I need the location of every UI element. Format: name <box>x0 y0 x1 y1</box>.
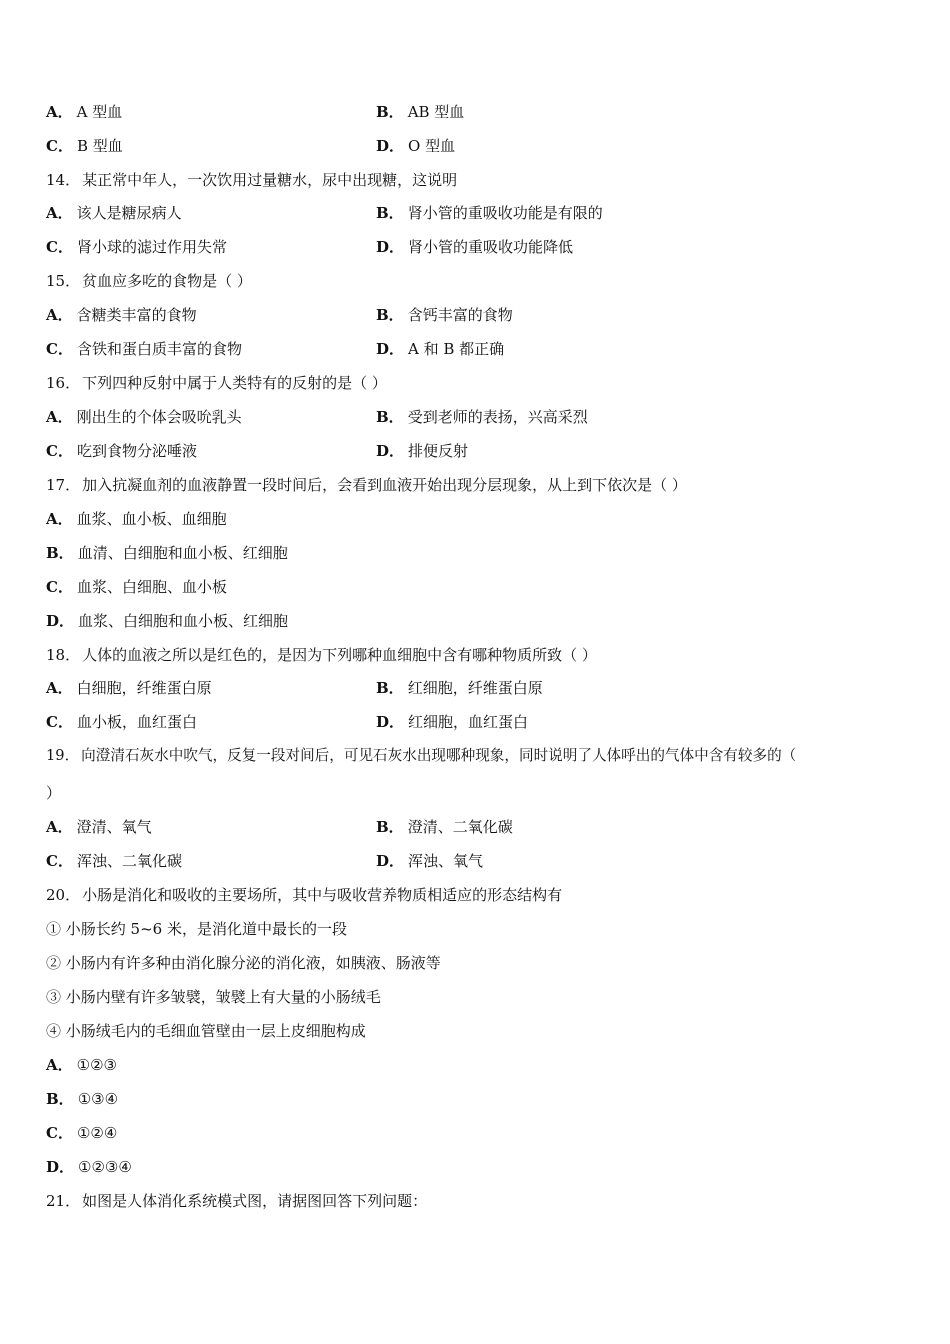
q15-option-a: A． 含糖类丰富的食物 <box>46 306 197 324</box>
q14-option-c: C． 肾小球的滤过作用失常 <box>46 238 227 256</box>
q17-option-b: B． 血清、白细胞和血小板、红细胞 <box>46 544 288 562</box>
q20-statement-3: ③ 小肠内壁有许多皱襞，皱襞上有大量的小肠绒毛 <box>46 988 381 1006</box>
q19-option-c: C． 浑浊、二氧化碳 <box>46 852 182 870</box>
q19-option-a: A． 澄清、氧气 <box>46 818 152 836</box>
q20-option-b: B． ①③④ <box>46 1090 119 1108</box>
q20-stem: 20． 小肠是消化和吸收的主要场所，其中与吸收营养物质相适应的形态结构有 <box>46 886 563 904</box>
q19-stem-continuation: ） <box>46 784 62 802</box>
q15-option-c: C． 含铁和蛋白质丰富的食物 <box>46 340 242 358</box>
q18-stem: 18． 人体的血液之所以是红色的，是因为下列哪种血细胞中含有哪种物质所致（ ） <box>46 646 597 664</box>
q17-option-a: A． 血浆、血小板、血细胞 <box>46 510 227 528</box>
q18-option-d: D． 红细胞，血红蛋白 <box>376 713 529 731</box>
q15-option-b: B． 含钙丰富的食物 <box>376 306 513 324</box>
q14-stem: 14． 某正常中年人，一次饮用过量糖水，尿中出现糖，这说明 <box>46 171 458 189</box>
q16-option-b: B． 受到老师的表扬，兴高采烈 <box>376 408 588 426</box>
q14-option-b: B． 肾小管的重吸收功能是有限的 <box>376 204 603 222</box>
q16-stem: 16． 下列四种反射中属于人类特有的反射的是（ ） <box>46 374 387 392</box>
q16-option-a: A． 刚出生的个体会吸吮乳头 <box>46 408 242 426</box>
q20-statement-4: ④ 小肠绒毛内的毛细血管壁由一层上皮细胞构成 <box>46 1022 366 1040</box>
q15-stem: 15． 贫血应多吃的食物是（ ） <box>46 272 252 290</box>
q13-option-d: D． O 型血 <box>376 137 456 155</box>
q14-option-a: A． 该人是糖尿病人 <box>46 204 182 222</box>
q18-option-c: C． 血小板，血红蛋白 <box>46 713 197 731</box>
q20-option-c: C． ①②④ <box>46 1124 118 1142</box>
q13-option-c: C． B 型血 <box>46 137 123 155</box>
q14-option-d: D． 肾小管的重吸收功能降低 <box>376 238 574 256</box>
q19-option-b: B． 澄清、二氧化碳 <box>376 818 513 836</box>
q17-option-d: D． 血浆、白细胞和血小板、红细胞 <box>46 612 289 630</box>
q18-option-a: A． 白细胞，纤维蛋白原 <box>46 679 212 697</box>
q17-stem: 17． 加入抗凝血剂的血液静置一段时间后，会看到血液开始出现分层现象，从上到下依次是（ ） <box>46 476 687 494</box>
q20-option-d: D． ①②③④ <box>46 1158 132 1176</box>
q16-option-c: C． 吃到食物分泌唾液 <box>46 442 197 460</box>
q13-option-b: B． AB 型血 <box>376 103 465 121</box>
q15-option-d: D． A 和 B 都正确 <box>376 340 505 358</box>
q13-option-a: A． A 型血 <box>46 103 123 121</box>
q20-statement-2: ② 小肠内有许多种由消化腺分泌的消化液，如胰液、肠液等 <box>46 954 441 972</box>
q19-stem: 19． 向澄清石灰水中吹气，反复一段对间后，可见石灰水出现哪种现象，同时说明了人体呼出的气体中含有较多的（ <box>46 747 797 764</box>
q19-option-d: D． 浑浊、氧气 <box>376 852 484 870</box>
q16-option-d: D． 排便反射 <box>376 442 469 460</box>
q20-statement-1: ① 小肠长约 5~6 米，是消化道中最长的一段 <box>46 920 347 938</box>
q21-stem: 21． 如图是人体消化系统模式图，请据图回答下列问题： <box>46 1192 428 1210</box>
q20-option-a: A． ①②③ <box>46 1056 117 1074</box>
q17-option-c: C． 血浆、白细胞、血小板 <box>46 578 227 596</box>
q18-option-b: B． 红细胞，纤维蛋白原 <box>376 679 543 697</box>
